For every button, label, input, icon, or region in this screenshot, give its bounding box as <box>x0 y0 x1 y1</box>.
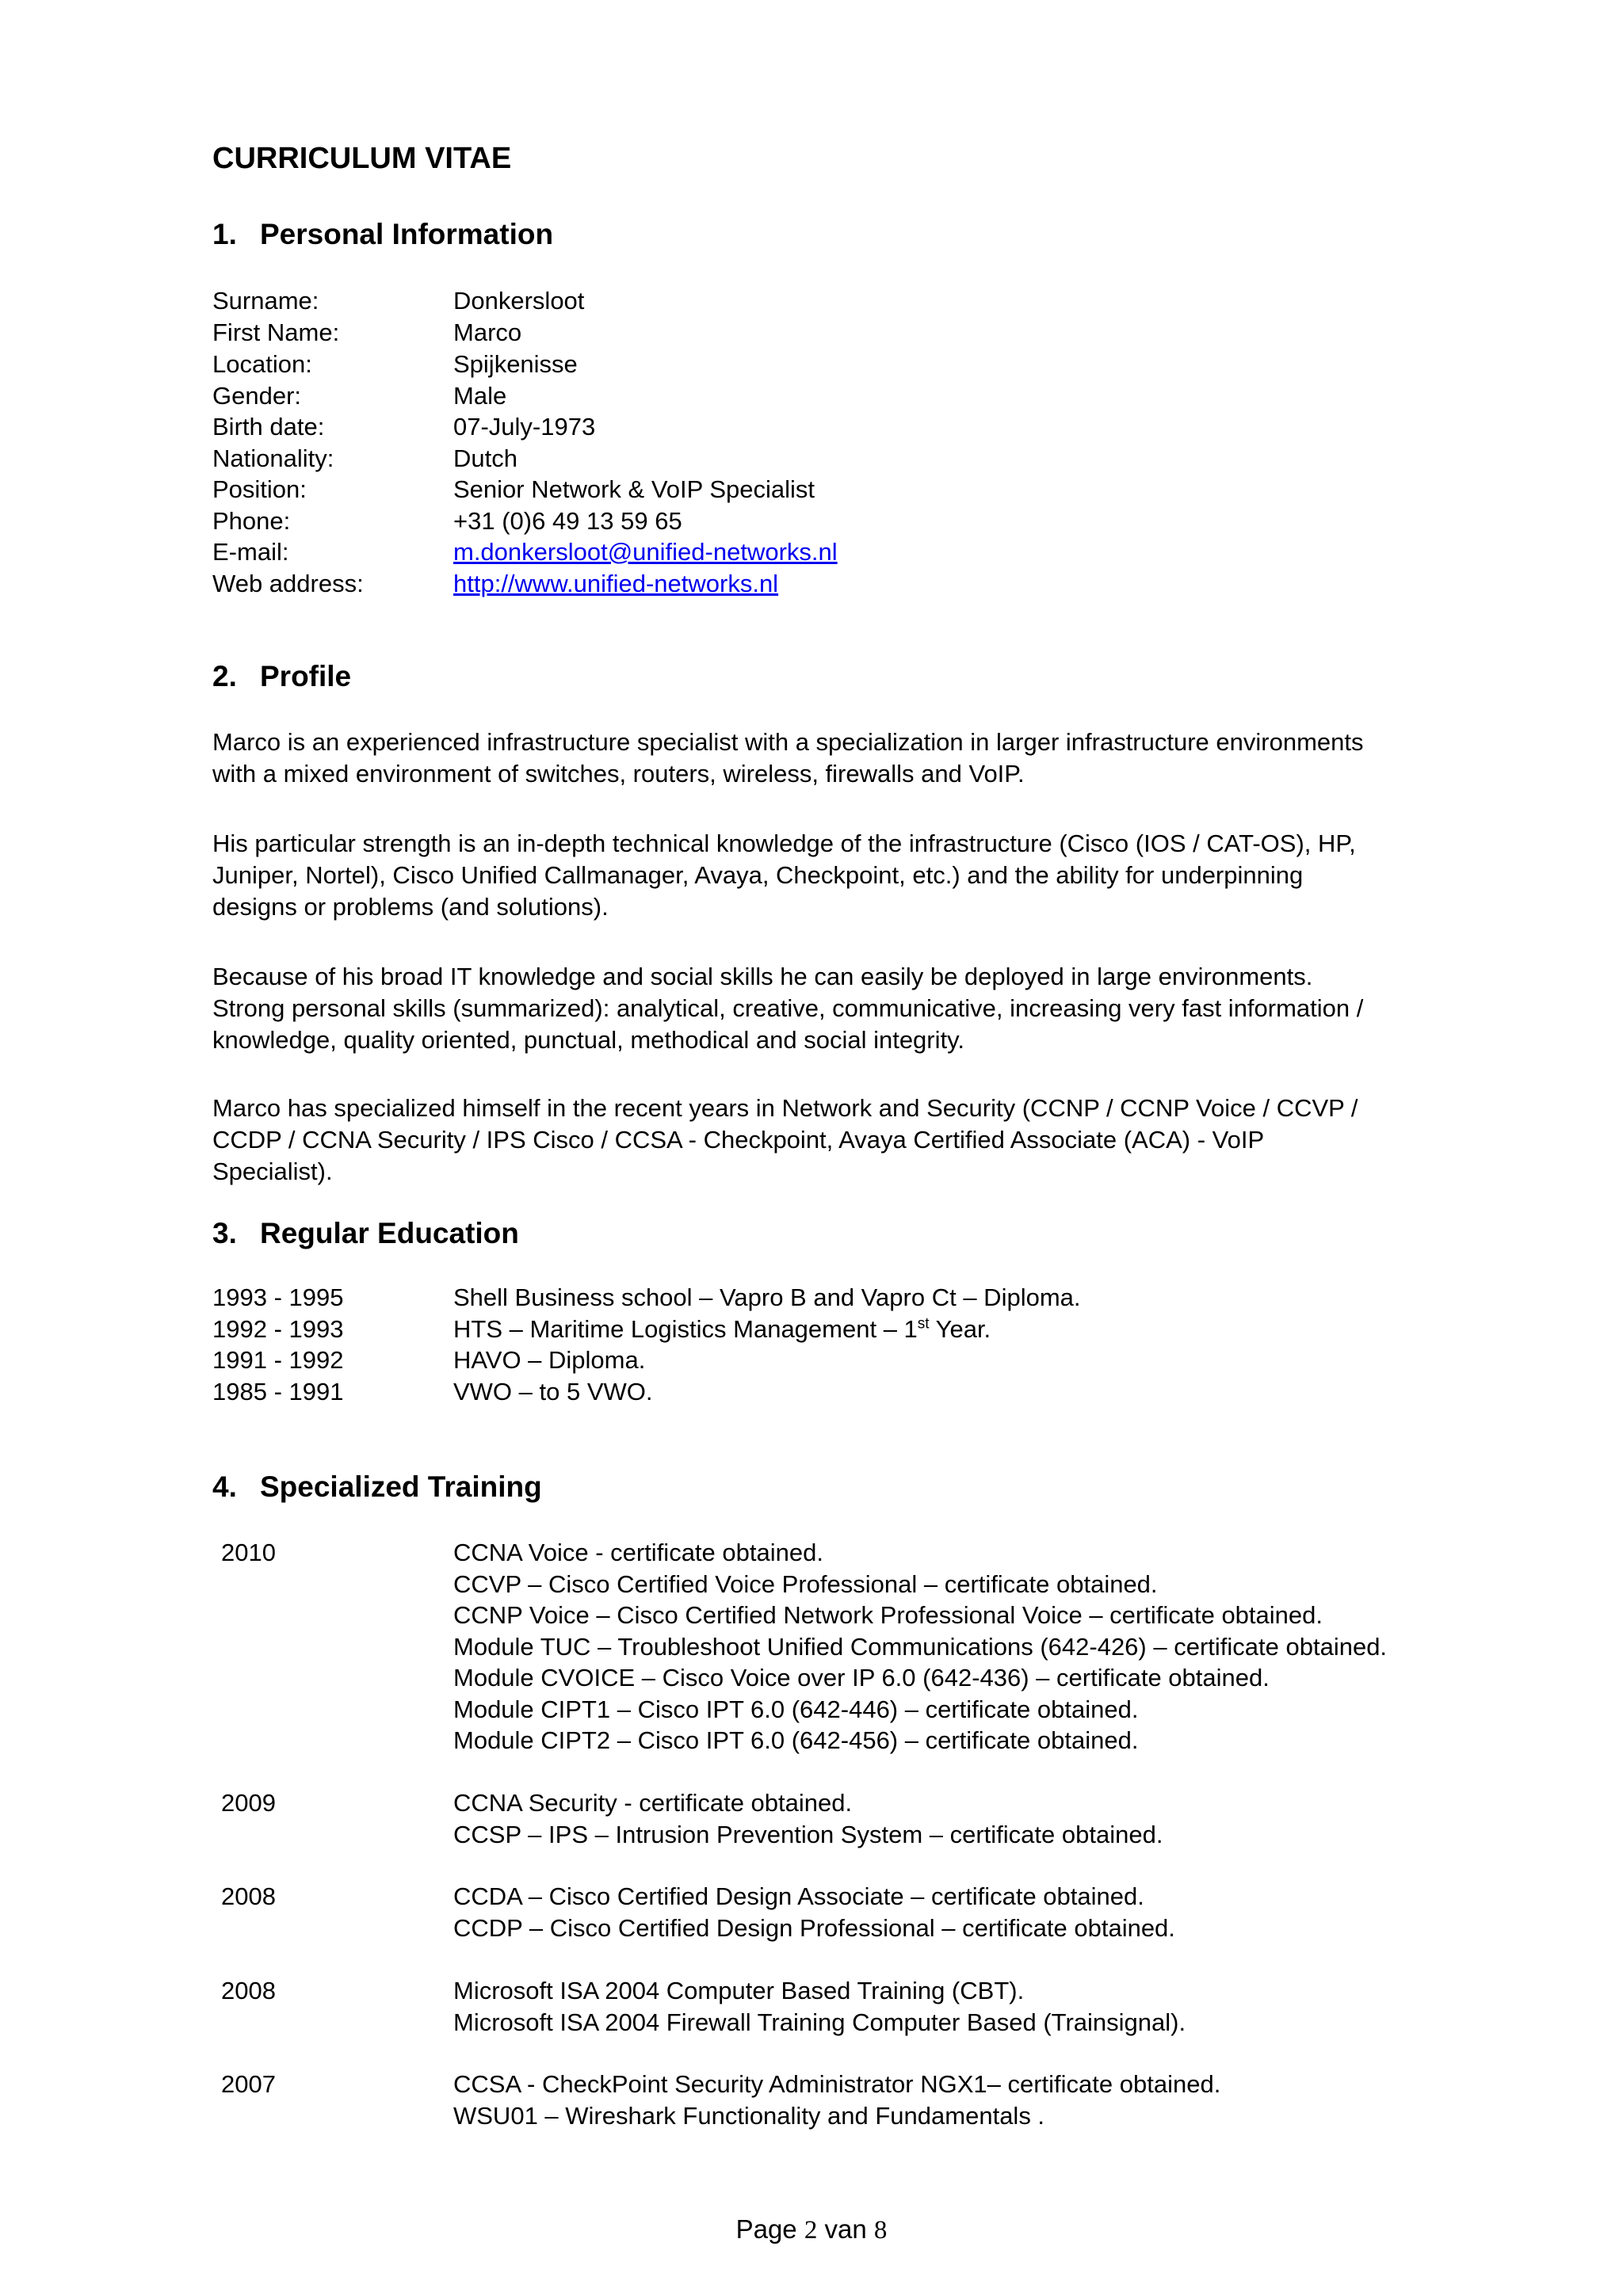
training-item: CCSP – IPS – Intrusion Prevention System – certificate obtained. <box>453 1821 1163 1848</box>
label-email: E-mail: <box>212 538 289 566</box>
section-heading-profile <box>212 658 351 696</box>
training-year: 2008 <box>221 1977 276 2004</box>
value-surname: Donkersloot <box>453 287 585 315</box>
page-total: 8 <box>873 2216 888 2245</box>
section-number: 4. <box>212 1470 237 1503</box>
education-entry: HAVO – Diploma. <box>453 1346 646 1374</box>
education-entry: Shell Business school – Vapro B and Vapro Ct – Diploma. <box>453 1283 1081 1311</box>
education-entry-text: Year. <box>929 1315 991 1343</box>
training-item: WSU01 – Wireshark Functionality and Fundamentals . <box>453 2102 1045 2130</box>
label-first-name: First Name: <box>212 318 340 346</box>
profile-paragraph: Because of his broad IT knowledge and social skills he can easily be deployed in large environments. Strong personal skills (summarized): analytical, creative, communicative, increasing very fast information / knowledge, quality oriented, punctual, methodical and social integrity. <box>212 963 1364 1054</box>
education-entry: VWO – to 5 VWO. <box>453 1378 653 1405</box>
value-phone: +31 (0)6 49 13 59 65 <box>453 507 682 535</box>
label-web-address: Web address: <box>212 570 364 597</box>
training-year: 2010 <box>221 1539 276 1566</box>
education-entry <box>453 1314 991 1345</box>
training-year: 2009 <box>221 1789 276 1817</box>
training-item: CCNP Voice – Cisco Certified Network Professional Voice – certificate obtained. <box>453 1601 1323 1629</box>
section-title: Regular Education <box>260 1217 519 1249</box>
value-position: Senior Network & VoIP Specialist <box>453 475 815 503</box>
section-heading-training <box>212 1468 542 1506</box>
education-years: 1991 - 1992 <box>212 1346 344 1374</box>
ordinal-suffix: st <box>917 1315 930 1333</box>
profile-paragraph: His particular strength is an in-depth technical knowledge of the infrastructure (Cisco (IOS / CAT-OS), HP, Juniper, Nortel), Cisco Unified Callmanager, Avaya, Checkpoint, etc.) and the ability for underpinning designs or problems (and solutions). <box>212 830 1356 921</box>
label-position: Position: <box>212 475 307 503</box>
section-number: 2. <box>212 660 237 692</box>
training-item: CCSA - CheckPoint Security Administrator NGX1– certificate obtained. <box>453 2070 1221 2098</box>
section-number: 1. <box>212 218 237 250</box>
training-year: 2008 <box>221 1882 276 1910</box>
profile-paragraph: Marco is an experienced infrastructure specialist with a specialization in larger infrastructure environments with a mixed environment of switches, routers, wireless, firewalls and VoIP. <box>212 728 1364 788</box>
label-surname: Surname: <box>212 287 319 315</box>
education-years: 1992 - 1993 <box>212 1315 344 1343</box>
section-title: Profile <box>260 660 352 692</box>
training-item: CCVP – Cisco Certified Voice Professional – certificate obtained. <box>453 1570 1158 1598</box>
training-item: Module TUC – Troubleshoot Unified Communications (642-426) – certificate obtained. <box>453 1633 1388 1661</box>
training-item: Module CIPT1 – Cisco IPT 6.0 (642-446) – certificate obtained. <box>453 1695 1139 1723</box>
training-year: 2007 <box>221 2070 276 2098</box>
section-title: Specialized Training <box>260 1470 542 1503</box>
label-birth-date: Birth date: <box>212 413 325 441</box>
profile-paragraph: Marco has specialized himself in the recent years in Network and Security (CCNP / CCNP Voice / CCVP / CCDP / CCNA Security / IPS Cisco / CCSA - Checkpoint, Avaya Certified Associate (ACA) - VoIP Specialist). <box>212 1094 1358 1185</box>
training-item: Microsoft ISA 2004 Firewall Training Computer Based (Trainsignal). <box>453 2008 1186 2036</box>
education-years: 1985 - 1991 <box>212 1378 344 1405</box>
label-phone: Phone: <box>212 507 291 535</box>
training-item: CCNA Voice - certificate obtained. <box>453 1539 823 1566</box>
label-location: Location: <box>212 350 312 378</box>
label-nationality: Nationality: <box>212 444 334 472</box>
section-title: Personal Information <box>260 218 554 250</box>
section-heading-personal <box>212 215 553 254</box>
education-entry-text: HTS – Maritime Logistics Management – 1 <box>453 1315 918 1343</box>
page-number: 2 <box>804 2216 818 2245</box>
training-item: Module CVOICE – Cisco Voice over IP 6.0 (642-436) – certificate obtained. <box>453 1664 1270 1691</box>
footer-prefix: Page <box>735 2214 804 2244</box>
email-link[interactable]: m.donkersloot@unified-networks.nl <box>453 538 838 566</box>
value-location: Spijkenisse <box>453 350 578 378</box>
education-years: 1993 - 1995 <box>212 1283 344 1311</box>
document-title: CURRICULUM VITAE <box>212 142 512 175</box>
page-footer <box>0 2214 1623 2246</box>
value-birth-date: 07-July-1973 <box>453 413 596 441</box>
section-number: 3. <box>212 1217 237 1249</box>
web-address-link[interactable]: http://www.unified-networks.nl <box>453 570 779 597</box>
training-item: CCNA Security - certificate obtained. <box>453 1789 853 1817</box>
value-gender: Male <box>453 382 507 410</box>
value-first-name: Marco <box>453 318 522 346</box>
training-item: CCDA – Cisco Certified Design Associate – certificate obtained. <box>453 1882 1144 1910</box>
training-item: CCDP – Cisco Certified Design Professional – certificate obtained. <box>453 1914 1175 1942</box>
label-gender: Gender: <box>212 382 302 410</box>
training-item: Module CIPT2 – Cisco IPT 6.0 (642-456) – certificate obtained. <box>453 1726 1139 1754</box>
value-nationality: Dutch <box>453 444 517 472</box>
training-item: Microsoft ISA 2004 Computer Based Training (CBT). <box>453 1977 1025 2004</box>
section-heading-education <box>212 1215 519 1253</box>
footer-middle: van <box>817 2214 874 2244</box>
